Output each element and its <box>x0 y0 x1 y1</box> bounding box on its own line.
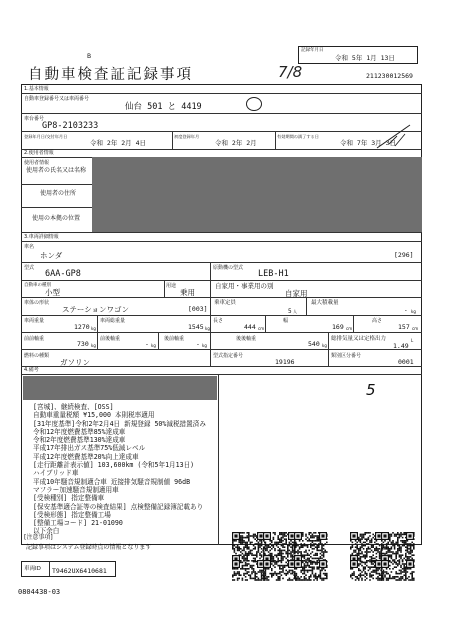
rear-rear-axle-value: 540 <box>308 340 320 348</box>
rear-front-axle-unit: kg <box>202 343 207 348</box>
user-info-heading: 2.使用者情報 <box>24 150 54 156</box>
remarks-line: 令和12年度燃費基準85%達成車 <box>33 427 126 436</box>
notice-text: 記録事項はシステム登録時点の情報となります <box>26 544 152 551</box>
front-rear-axle-label: 前後軸重 <box>100 336 121 342</box>
registration-number-value: 仙台 501 と 4419 <box>125 102 202 112</box>
remarks-line: 平成17年排出ガス基準75%低減レベル <box>33 444 146 453</box>
vehicle-id-label: 車両ID <box>24 566 41 572</box>
max-load-unit: kg <box>411 309 416 314</box>
expiry-label: 有効期間の満了する日 <box>277 134 319 139</box>
first-year-value: 令和 2年 2月 <box>215 139 257 147</box>
front-front-axle-label: 前前軸重 <box>24 336 45 342</box>
vehicle-weight-unit: kg <box>91 326 96 331</box>
designation-number-label: 型式指定番号 <box>213 353 244 359</box>
record-date-label: 記録年月日 <box>301 48 324 53</box>
length-value: 444 <box>244 323 256 331</box>
rear-rear-axle-label: 後後軸重 <box>236 336 257 342</box>
vehicle-kind-label: 自動車の種別 <box>24 283 51 288</box>
capacity-label: 乗車定員 <box>214 300 237 306</box>
designation-number-value: 19196 <box>275 358 295 366</box>
front-front-axle-value: 730 <box>77 340 89 348</box>
chassis-number-label: 車台番号 <box>24 116 45 122</box>
maker-label: 車名 <box>24 244 35 250</box>
remarks-line: [宮城]、継続検査、[OSS] <box>33 403 114 411</box>
user-info-redacted <box>92 157 422 232</box>
remarks-line: [整備工場コード] 21-01090 <box>33 519 123 528</box>
document-number: 211230012569 <box>366 72 413 80</box>
length-label: 長さ <box>213 318 224 324</box>
height-value: 157 <box>398 323 410 331</box>
max-load-label: 最大積載量 <box>311 300 339 306</box>
remarks-line: [31年度基準]令和2年2月4日 新規登録 50%減税措置済み <box>33 419 206 428</box>
category-number-value: 0001 <box>398 358 414 366</box>
qr-code-icon <box>381 560 415 582</box>
document-code: 0804438-03 <box>18 588 61 596</box>
notice-label: [注意事項] <box>24 534 53 541</box>
front-rear-axle-value: - <box>145 340 149 348</box>
expiry-value: 令和 7年 3月 3日 <box>340 139 396 147</box>
first-year-label: 初度登録年月 <box>174 134 200 139</box>
remarks-line: [保安基準適合証等の検査結果] 点検整備記録簿記載あり <box>33 502 204 511</box>
capacity-value: 5 <box>288 308 292 315</box>
body-shape-code: [003] <box>188 305 208 313</box>
max-load-value: - <box>404 307 408 314</box>
remarks-line: 令和2年度燃費基準130%達成車 <box>33 436 126 445</box>
vehicle-weight-value: 1270 <box>74 323 90 331</box>
qr-code-icon <box>294 560 328 582</box>
width-unit: cm <box>346 326 353 331</box>
first-registration-label: 登録年月日/交付年月日 <box>24 134 68 139</box>
use-value: 乗用 <box>180 288 195 297</box>
remarks-line: 平成10年騒音規制適合車 近接排気騒音規制値 96dB <box>33 477 191 486</box>
rear-front-axle-label: 後前軸重 <box>164 336 185 342</box>
remarks-heading: 4.備考 <box>24 367 39 373</box>
body-shape-value: ステーションワゴン <box>62 305 130 314</box>
remarks-line: 平成12年度燃費基準20%向上達成車 <box>33 452 139 461</box>
remarks-line: [走行距離計表示値] 103,600km (令和5年1月13日) <box>33 461 195 470</box>
handwritten-circle-mark <box>245 96 263 112</box>
engine-model-value: LEB-H1 <box>258 269 289 279</box>
vehicle-id-value: T9462UX6410681 <box>52 567 107 575</box>
handwritten-page-number: 7/8 <box>278 63 303 81</box>
front-front-axle-unit: kg <box>91 343 96 348</box>
front-rear-axle-unit: kg <box>151 343 156 348</box>
maker-code: [296] <box>394 251 414 259</box>
capacity-unit: 人 <box>293 309 297 314</box>
length-unit: cm <box>258 326 265 331</box>
chassis-number-value: GP8-2103233 <box>42 121 99 131</box>
rear-front-axle-value: - <box>196 340 200 348</box>
base-location-label: 使用の本拠の位置 <box>32 215 81 222</box>
maker-value: ホンダ <box>40 251 63 260</box>
engine-model-label: 原動機の型式 <box>213 265 244 271</box>
gross-weight-value: 1545 <box>188 323 204 331</box>
gross-weight-label: 車両総重量 <box>100 318 126 324</box>
remarks-line: マフラー加速騒音規制適用車 <box>33 485 119 494</box>
remarks-line: [受検形態] 指定整備工場 <box>33 510 111 519</box>
record-date-box <box>298 46 418 64</box>
user-field-label: 使用者情報 <box>24 160 50 166</box>
height-label: 高さ <box>372 318 383 324</box>
private-business-label: 自家用・事業用の別 <box>215 282 274 290</box>
document-title: 自動車検査証記録事項 <box>28 67 193 83</box>
fuel-type-label: 燃料の種類 <box>24 353 50 359</box>
basic-info-heading: 1.基本情報 <box>24 86 49 92</box>
displacement-label: 総排気量又は定格出力 <box>331 336 387 342</box>
category-number-label: 類別区分番号 <box>331 353 362 359</box>
remarks-line: ハイブリッド車 <box>33 469 79 478</box>
vehicle-weight-label: 車両重量 <box>24 318 45 324</box>
vehicle-kind-value: 小型 <box>45 288 60 297</box>
qr-code-icon <box>232 560 266 582</box>
private-business-value: 自家用 <box>285 289 308 298</box>
vehicle-info-heading: 3.車両詳細情報 <box>24 234 59 240</box>
handwritten-strike-mark <box>375 122 415 150</box>
model-value: 6AA-GP8 <box>45 269 81 279</box>
use-label: 用途 <box>166 283 177 289</box>
record-date-value: 令和 5年 1月 13日 <box>335 54 395 62</box>
displacement-unit: L <box>411 338 414 343</box>
user-address-label: 使用者の住所 <box>40 190 77 197</box>
width-label: 幅 <box>283 318 289 324</box>
remarks-line: 以下余白 <box>33 527 60 536</box>
displacement-value: 1.49 <box>393 342 409 350</box>
form-type-letter: B <box>87 53 92 60</box>
first-registration-value: 令和 2年 2月 4日 <box>90 139 146 147</box>
remarks-redacted <box>23 376 217 400</box>
remarks-line: [受検種別] 指定整備車 <box>33 494 105 503</box>
gross-weight-unit: kg <box>205 326 210 331</box>
vehicle-id-box <box>21 561 116 577</box>
remarks-line: 自動車重量税額 ¥15,000 本則税率適用 <box>33 411 155 420</box>
registration-number-label: 自動車登録番号又は車両番号 <box>24 96 90 102</box>
body-shape-label: 車体の形状 <box>24 300 50 306</box>
handwritten-mark: 5 <box>366 381 376 399</box>
fuel-type-value: ガソリン <box>60 358 90 367</box>
qr-code-icon <box>263 560 297 582</box>
rear-rear-axle-unit: kg <box>322 343 327 348</box>
height-unit: cm <box>412 326 419 331</box>
width-value: 169 <box>332 323 344 331</box>
user-name-label: 使用者の氏名又は名称 <box>26 167 87 174</box>
qr-code-icon <box>350 560 384 582</box>
model-label: 型式 <box>24 265 35 271</box>
remarks-list <box>33 403 206 536</box>
